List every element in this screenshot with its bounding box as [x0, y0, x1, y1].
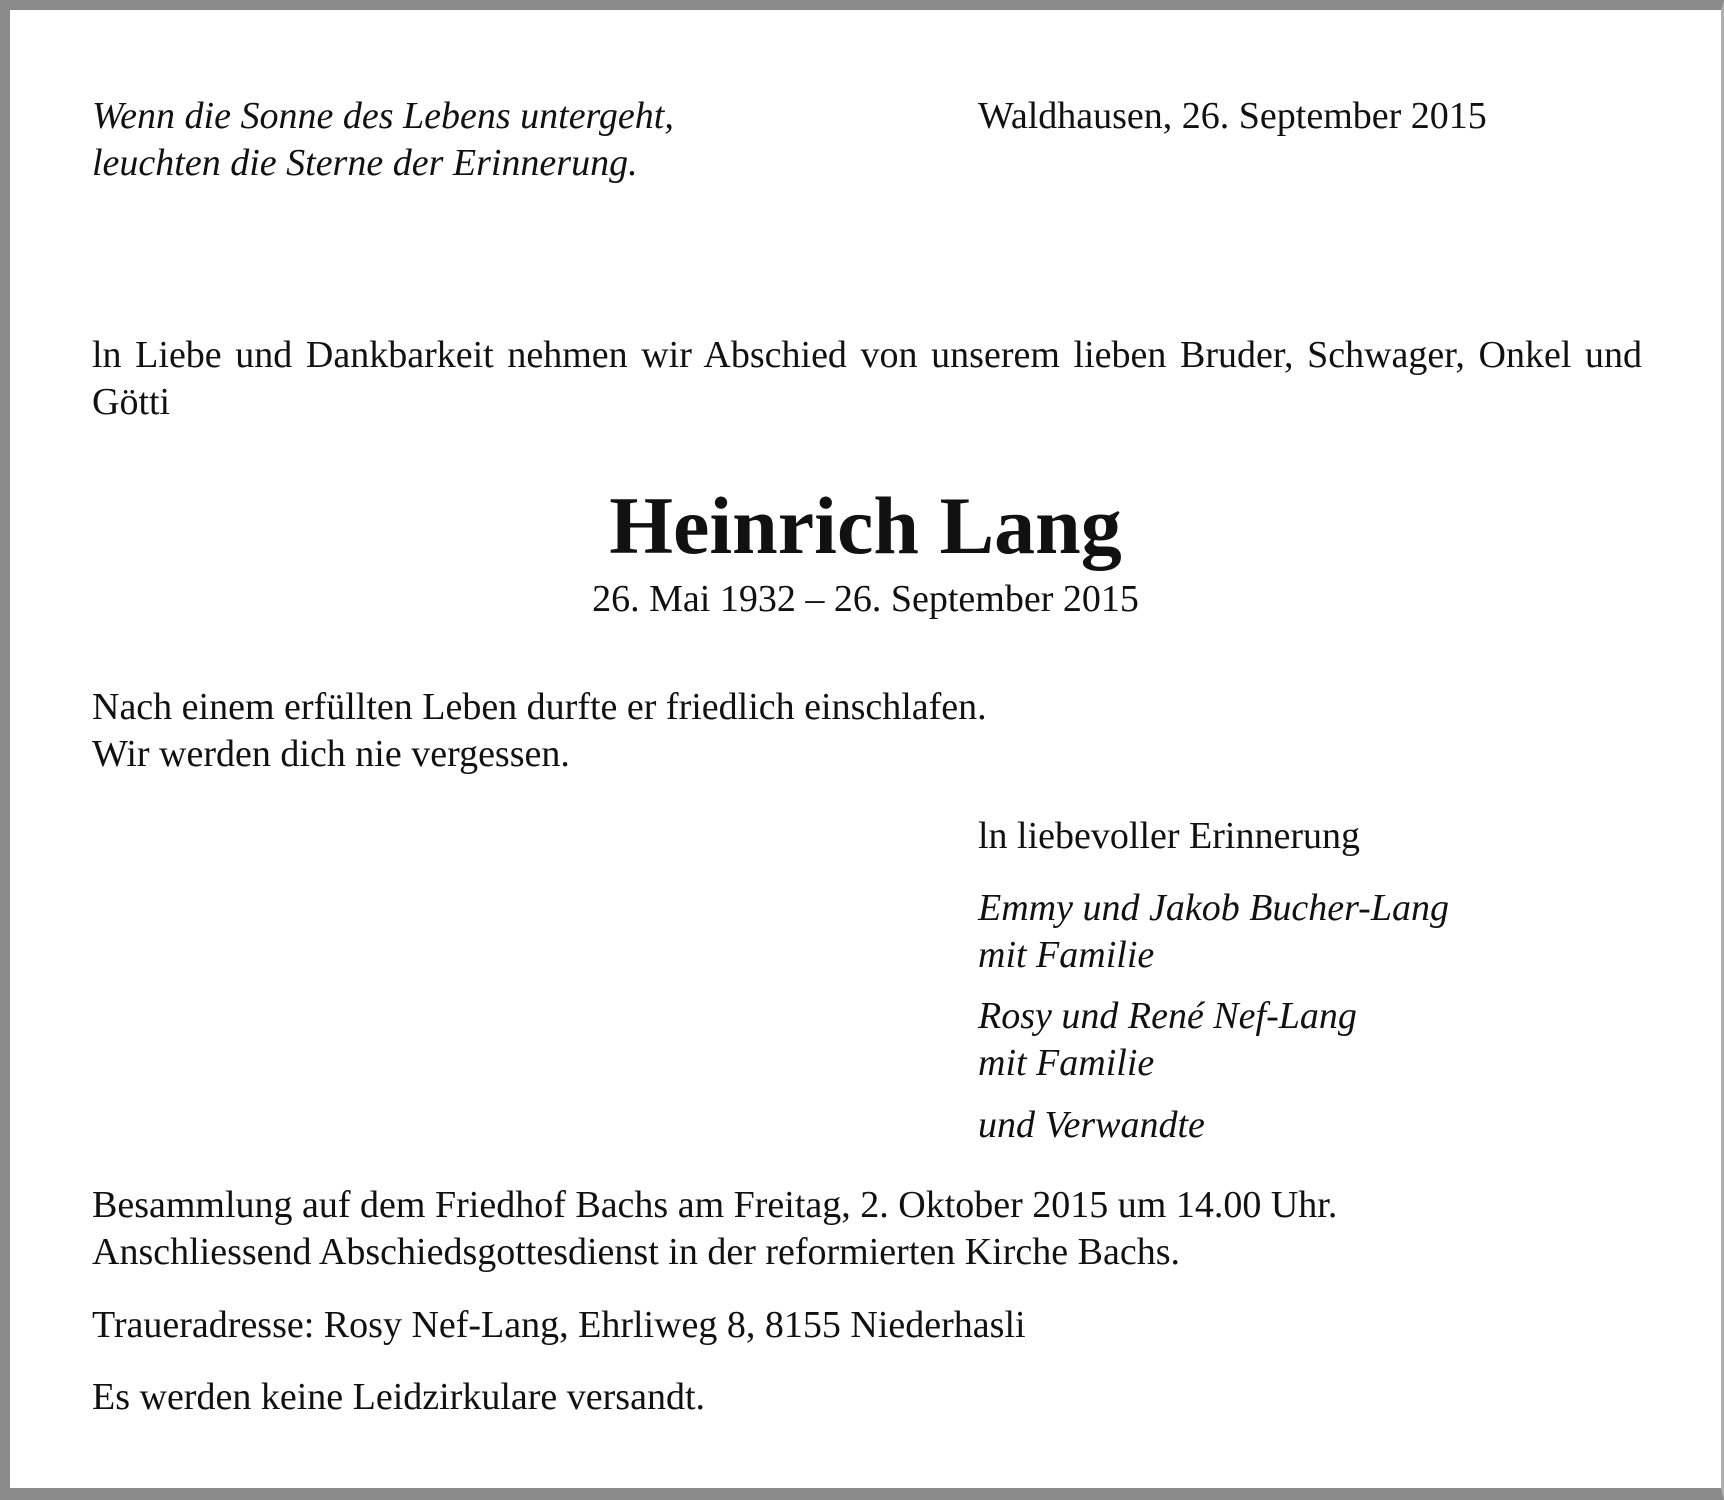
intro-text: ln Liebe und Dankbarkeit nehmen wir Abschied von unserem lieben Bruder, Schwager, Onkel und Götti [92, 334, 1642, 423]
closing-line-1: Nach einem erfüllten Leben durfte er friedlich einschlafen. [92, 686, 987, 728]
service-details [92, 1182, 1337, 1276]
mourning-address: Traueradresse: Rosy Nef-Lang, Ehrliweg 8, 8155 Niederhasli [92, 1304, 1026, 1346]
family-1-suffix: mit Familie [978, 934, 1155, 976]
mourner-family-1 [978, 885, 1449, 979]
family-1-names: Emmy und Jakob Bucher-Lang [978, 887, 1449, 929]
life-dates: 26. Mai 1932 – 26. September 2015 [592, 578, 1139, 620]
mourner-relatives: und Verwandte [978, 1104, 1205, 1146]
family-2-suffix: mit Familie [978, 1042, 1155, 1084]
closing-words [92, 684, 987, 778]
mourner-family-2 [978, 993, 1357, 1087]
deceased-name: Heinrich Lang [609, 480, 1122, 571]
circulars-notice: Es werden keine Leidzirkulare versandt. [92, 1376, 706, 1418]
service-line-2: Anschliessend Abschiedsgottesdienst in der reformierten Kirche Bachs. [92, 1231, 1180, 1273]
remembrance-heading: ln liebevoller Erinnerung [978, 815, 1360, 857]
motto-line-1: Wenn die Sonne des Lebens untergeht, [92, 95, 674, 137]
place-and-date: Waldhausen, 26. September 2015 [978, 95, 1487, 137]
closing-line-2: Wir werden dich nie vergessen. [92, 733, 570, 775]
service-line-1: Besammlung auf dem Friedhof Bachs am Freitag, 2. Oktober 2015 um 14.00 Uhr. [92, 1184, 1338, 1226]
motto-line-2: leuchten die Sterne der Erinnerung. [92, 142, 638, 184]
family-2-names: Rosy und René Nef-Lang [978, 995, 1357, 1037]
motto-quote [92, 93, 674, 187]
